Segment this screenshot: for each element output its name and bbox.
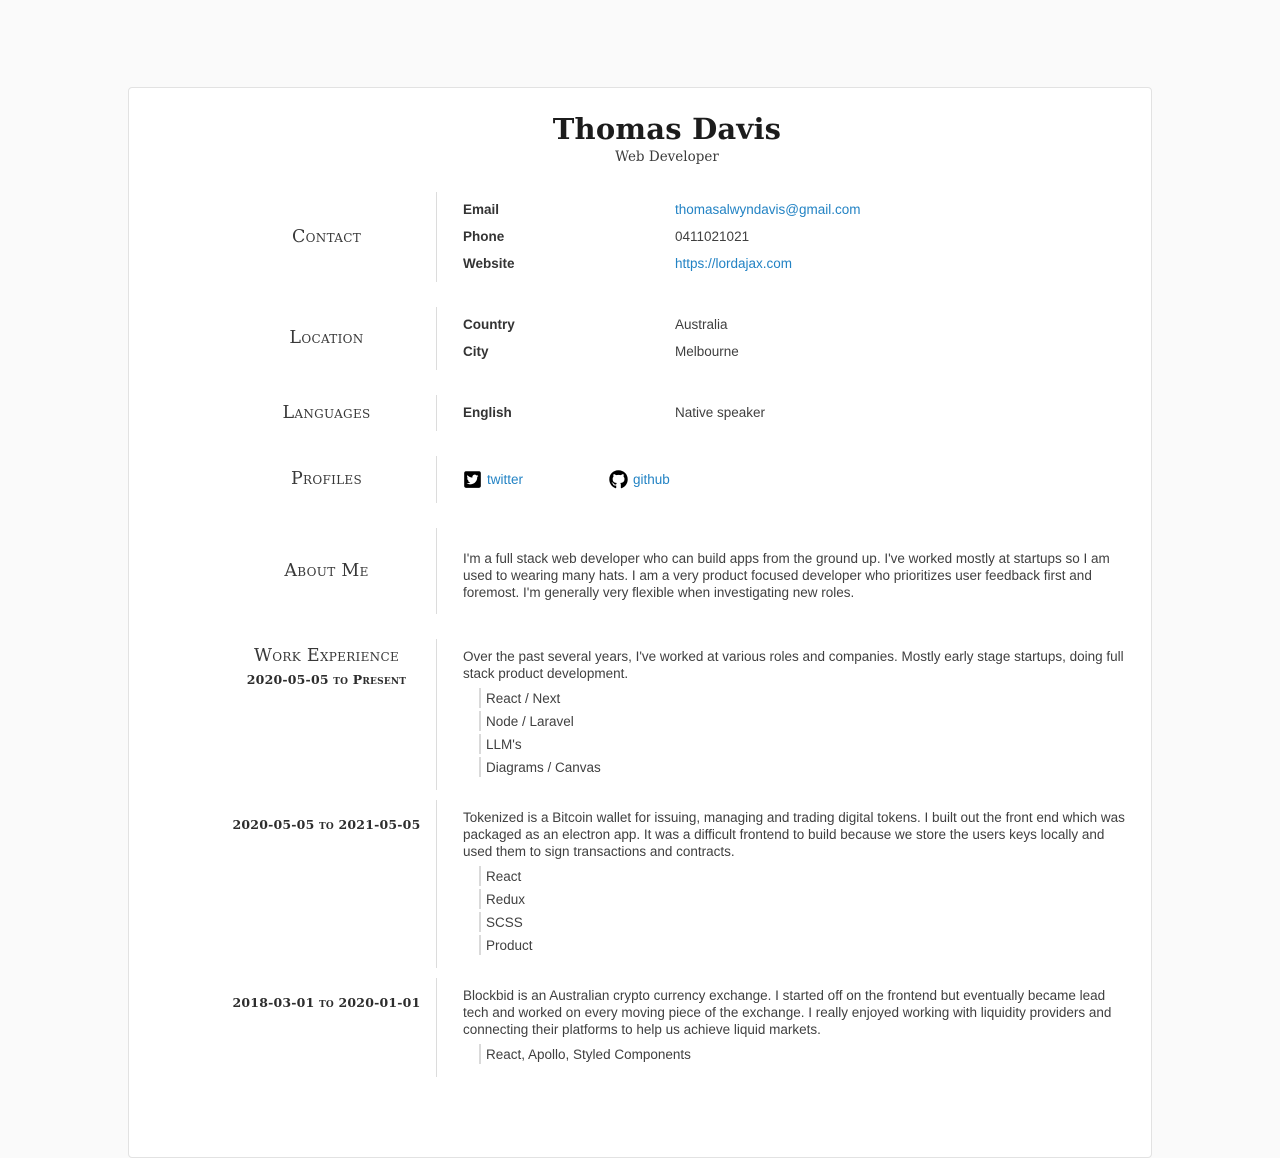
language-row-english xyxy=(463,404,1127,421)
work-entry-3-dates: 2018-03-01 to 2020-01-01 xyxy=(232,995,421,1010)
languages-section xyxy=(129,395,1151,431)
language-fluency: Native speaker xyxy=(675,405,766,420)
languages-section-title-col xyxy=(129,395,436,431)
location-section-body xyxy=(436,307,1151,370)
phone-label: Phone xyxy=(463,229,505,244)
country-value: Australia xyxy=(675,317,728,332)
contact-section-title: Contact xyxy=(291,226,362,247)
profiles-section-body xyxy=(436,456,1151,503)
work-entry-1-summary: Over the past several years, I've worked at various roles and companies. Mostly early stage startups, doing full stack product development. xyxy=(463,649,1124,681)
location-section xyxy=(129,307,1151,370)
location-row-city xyxy=(463,343,1127,360)
work-entry-3-meta xyxy=(129,978,436,1077)
contact-row-email xyxy=(463,201,1127,218)
location-row-country xyxy=(463,316,1127,333)
language-name: English xyxy=(463,405,512,420)
profiles-section-title-col xyxy=(129,456,436,503)
about-section-title-col xyxy=(129,528,436,614)
contact-row-phone xyxy=(463,228,1127,245)
work-entry-2-meta xyxy=(129,800,436,968)
work-entry-1-meta xyxy=(129,639,436,790)
work-entry-3-body xyxy=(436,978,1151,1077)
profile-github xyxy=(609,470,670,489)
website-link[interactable]: https://lordajax.com xyxy=(675,256,793,271)
languages-section-body xyxy=(436,395,1151,431)
city-label: City xyxy=(463,344,489,359)
work-entry-2-dates: 2020-05-05 to 2021-05-05 xyxy=(232,817,421,832)
highlight-item: SCSS xyxy=(479,912,1127,932)
twitter-square-icon xyxy=(463,470,482,489)
work-section-title: Work Experience xyxy=(253,646,400,666)
highlight-item: React xyxy=(479,866,1127,886)
work-entry-2-body xyxy=(436,800,1151,968)
contact-section xyxy=(129,192,1151,282)
location-section-title: Location xyxy=(289,328,364,348)
highlight-item: Redux xyxy=(479,889,1127,909)
phone-value: 0411021021 xyxy=(675,229,750,244)
about-section-title: About Me xyxy=(284,560,369,581)
profiles-section-title: Profiles xyxy=(290,469,363,489)
contact-section-title-col xyxy=(129,192,436,282)
country-label: Country xyxy=(463,317,515,332)
about-section xyxy=(129,528,1151,614)
highlight-item: Diagrams / Canvas xyxy=(479,757,1127,777)
work-entry-2 xyxy=(129,800,1151,968)
about-section-body xyxy=(436,528,1151,614)
contact-row-website xyxy=(463,255,1127,272)
website-label: Website xyxy=(463,256,515,271)
work-entry-3 xyxy=(129,978,1151,1077)
highlight-item: React, Apollo, Styled Components xyxy=(479,1044,1127,1064)
location-section-title-col xyxy=(129,307,436,370)
work-entry-1-dates: 2020-05-05 to Present xyxy=(246,672,407,687)
profile-twitter xyxy=(463,470,523,489)
twitter-link[interactable]: twitter xyxy=(487,472,524,487)
person-name: Thomas Davis xyxy=(552,112,782,146)
email-value xyxy=(675,201,1127,218)
resume-header xyxy=(129,110,1151,166)
email-link[interactable]: thomasalwyndavis@gmail.com xyxy=(675,202,861,217)
email-label: Email xyxy=(463,202,500,217)
city-value: Melbourne xyxy=(675,344,739,359)
contact-section-body xyxy=(436,192,1151,282)
highlight-item: React / Next xyxy=(479,688,1127,708)
github-icon xyxy=(609,470,628,489)
work-entry-3-summary: Blockbid is an Australian crypto currency exchange. I started off on the frontend but eventually became lead tech and worked on every moving piece of the exchange. I really enjoyed working with liquidity providers and connecting their platforms to help us achieve liquid markets. xyxy=(463,988,1112,1037)
about-summary: I'm a full stack web developer who can build apps from the ground up. I've worked mostly at startups so I am used to wearing many hats. I am a very product focused developer who prioritizes user feedback first and foremost. I'm generally very flexible when investigating new roles. xyxy=(463,551,1110,600)
resume-card xyxy=(128,87,1152,1158)
profiles-section xyxy=(129,456,1151,503)
work-entry-1 xyxy=(129,639,1151,790)
person-job-title: Web Developer xyxy=(615,149,719,165)
highlight-item: Product xyxy=(479,935,1127,955)
work-entry-1-body xyxy=(436,639,1151,790)
profiles-row xyxy=(463,470,1127,489)
languages-section-title: Languages xyxy=(282,402,371,423)
website-value xyxy=(675,255,1127,272)
work-entry-2-summary: Tokenized is a Bitcoin wallet for issuing, managing and trading digital tokens. I built out the front end which was packaged as an electron app. It was a difficult frontend to build because we store the users keys locally and used them to sign transactions and contracts. xyxy=(463,810,1125,859)
highlight-item: Node / Laravel xyxy=(479,711,1127,731)
github-link[interactable]: github xyxy=(633,472,670,487)
highlight-item: LLM's xyxy=(479,734,1127,754)
